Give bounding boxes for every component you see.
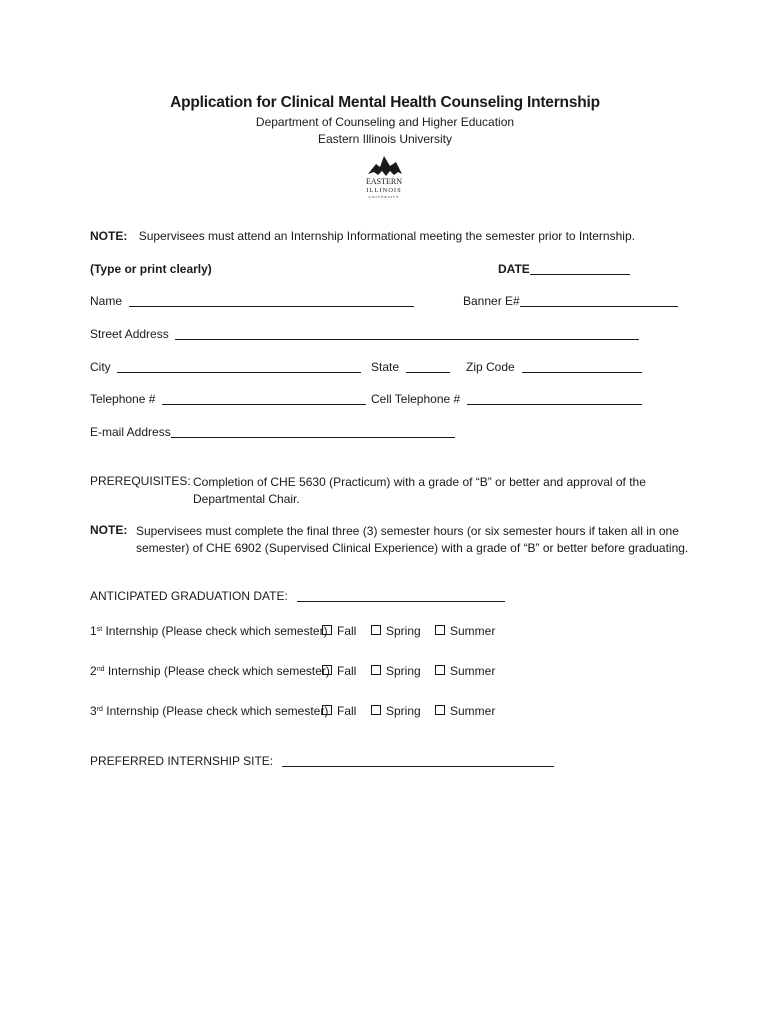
department-name: Department of Counseling and Higher Education — [255, 115, 515, 129]
note-label: NOTE: — [90, 229, 128, 243]
telephone-label: Telephone # — [90, 392, 156, 406]
banner-field-group — [463, 294, 678, 308]
note-attend-meeting — [90, 229, 635, 243]
city-field[interactable] — [117, 360, 361, 373]
banner-label: Banner E# — [463, 294, 520, 308]
email-label: E-mail Address — [90, 425, 171, 439]
banner-field[interactable] — [520, 294, 678, 307]
checkbox-icon[interactable] — [371, 705, 381, 715]
checkbox-icon[interactable] — [322, 705, 332, 715]
checkbox-icon[interactable] — [371, 625, 381, 635]
internship-2-summer[interactable]: Summer — [435, 664, 495, 678]
street-field-group — [90, 327, 639, 341]
checkbox-icon[interactable] — [435, 705, 445, 715]
street-label: Street Address — [90, 327, 169, 341]
zip-label: Zip Code — [466, 360, 515, 374]
telephone-field-group — [90, 392, 366, 406]
checkbox-icon[interactable] — [322, 665, 332, 675]
note-graduation-line-2: semester) of CHE 6902 (Supervised Clinical Experience) with a grade of “B” or better before graduating. — [136, 541, 689, 555]
cell-label: Cell Telephone # — [371, 392, 461, 406]
state-label: State — [371, 360, 400, 374]
logo-text-mid: ILLINOIS — [366, 187, 402, 194]
prerequisites-line-1: Completion of CHE 5630 (Practicum) with a grade of “B” or better and approval of the — [193, 475, 646, 489]
date-field[interactable] — [530, 262, 630, 275]
internship-3-spring[interactable]: Spring — [371, 704, 421, 718]
zip-field-group — [466, 360, 642, 374]
university-name: Eastern Illinois University — [317, 132, 453, 146]
checkbox-icon[interactable] — [371, 665, 381, 675]
city-label: City — [90, 360, 111, 374]
graduation-date-label: ANTICIPATED GRADUATION DATE: — [90, 589, 288, 603]
state-field-group — [371, 360, 450, 374]
internship-2-spring[interactable]: Spring — [371, 664, 421, 678]
internship-1-label: 1st Internship (Please check which semester) — [90, 624, 328, 638]
state-field[interactable] — [406, 360, 450, 373]
graduation-date-group — [90, 589, 505, 603]
city-field-group — [90, 360, 361, 374]
name-field-group — [90, 294, 414, 308]
street-address-field[interactable] — [175, 327, 639, 340]
cell-telephone-field[interactable] — [467, 392, 642, 405]
note-text: Supervisees must attend an Internship Informational meeting the semester prior to Internship. — [138, 229, 635, 243]
zip-field[interactable] — [522, 360, 642, 373]
page-title: Application for Clinical Mental Health Counseling Internship — [170, 94, 600, 111]
preferred-site-label: PREFERRED INTERNSHIP SITE: — [90, 754, 274, 768]
internship-2-label: 2nd Internship (Please check which semester) — [90, 664, 330, 678]
preferred-site-group — [90, 754, 554, 768]
graduation-date-field[interactable] — [297, 589, 505, 602]
preferred-site-field[interactable] — [282, 754, 554, 767]
logo-text-bottom: UNIVERSITY — [368, 195, 400, 199]
internship-3-summer[interactable]: Summer — [435, 704, 495, 718]
note-graduation-text — [136, 523, 696, 557]
prerequisites-text — [193, 474, 673, 508]
internship-3-label: 3rd Internship (Please check which semester) — [90, 704, 329, 718]
checkbox-icon[interactable] — [435, 665, 445, 675]
email-field[interactable] — [171, 425, 455, 438]
prerequisites-label: PREREQUISITES: — [90, 474, 191, 488]
telephone-field[interactable] — [162, 392, 366, 405]
checkbox-icon[interactable] — [322, 625, 332, 635]
note-graduation-line-1: Supervisees must complete the final three (3) semester hours (or six semester hours if taken all in one — [136, 524, 679, 538]
university-logo — [358, 152, 410, 200]
prerequisites-line-2: Departmental Chair. — [193, 492, 300, 506]
checkbox-icon[interactable] — [435, 625, 445, 635]
internship-1-summer[interactable]: Summer — [435, 624, 495, 638]
name-field[interactable] — [129, 294, 414, 307]
cell-field-group — [371, 392, 642, 406]
name-label: Name — [90, 294, 123, 308]
internship-3-fall[interactable]: Fall — [322, 704, 356, 718]
internship-1-fall[interactable]: Fall — [322, 624, 356, 638]
type-print-instruction: (Type or print clearly) — [90, 262, 212, 276]
note-graduation-label: NOTE: — [90, 523, 128, 537]
date-field-group — [498, 262, 630, 276]
internship-1-spring[interactable]: Spring — [371, 624, 421, 638]
date-label: DATE — [498, 262, 530, 276]
email-field-group — [90, 425, 455, 439]
internship-2-fall[interactable]: Fall — [322, 664, 356, 678]
logo-text-top: EASTERN — [366, 177, 402, 186]
